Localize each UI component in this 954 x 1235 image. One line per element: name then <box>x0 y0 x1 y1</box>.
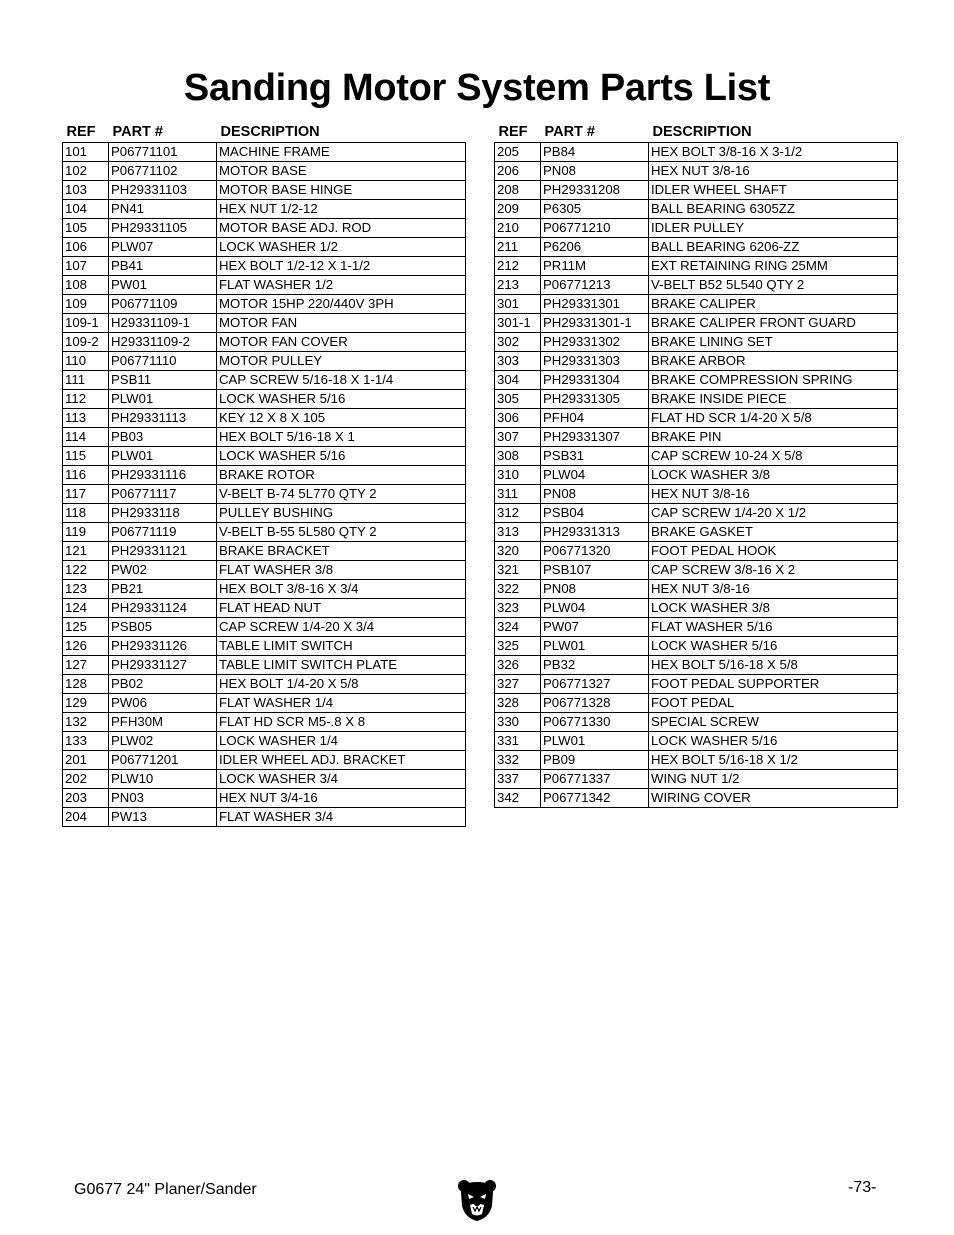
part-number-cell: P06771328 <box>541 694 649 713</box>
ref-cell: 122 <box>63 561 109 580</box>
ref-cell: 310 <box>495 466 541 485</box>
table-row <box>495 333 898 352</box>
table-row <box>495 656 898 675</box>
part-number-cell: PH29331126 <box>109 637 217 656</box>
ref-cell: 301 <box>495 295 541 314</box>
table-row <box>63 599 466 618</box>
part-number-cell: P06771210 <box>541 219 649 238</box>
table-row <box>495 770 898 789</box>
description-cell: MOTOR 15HP 220/440V 3PH <box>217 295 466 314</box>
part-number-cell: PLW04 <box>541 466 649 485</box>
part-number-cell: PN08 <box>541 580 649 599</box>
part-number-cell: PW02 <box>109 561 217 580</box>
table-row <box>63 276 466 295</box>
description-cell: HEX NUT 3/8-16 <box>649 485 898 504</box>
description-cell: KEY 12 X 8 X 105 <box>217 409 466 428</box>
table-row <box>63 542 466 561</box>
page-title: Sanding Motor System Parts List <box>183 67 771 109</box>
part-number-cell: PB03 <box>109 428 217 447</box>
table-row <box>495 314 898 333</box>
part-number-cell: PLW02 <box>109 732 217 751</box>
table-row <box>63 675 466 694</box>
part-number-cell: PH29331303 <box>541 352 649 371</box>
table-row <box>63 789 466 808</box>
table-row <box>495 409 898 428</box>
table-row <box>63 428 466 447</box>
part-number-cell: PH29331113 <box>109 409 217 428</box>
description-cell: IDLER WHEEL SHAFT <box>649 181 898 200</box>
description-cell: FOOT PEDAL SUPPORTER <box>649 675 898 694</box>
description-cell: HEX BOLT 3/8-16 X 3-1/2 <box>649 143 898 162</box>
table-row <box>63 162 466 181</box>
description-cell: CAP SCREW 1/4-20 X 3/4 <box>217 618 466 637</box>
description-cell: WIRING COVER <box>649 789 898 808</box>
ref-cell: 210 <box>495 219 541 238</box>
description-cell: V-BELT B-74 5L770 QTY 2 <box>217 485 466 504</box>
description-cell: LOCK WASHER 3/8 <box>649 599 898 618</box>
ref-cell: 117 <box>63 485 109 504</box>
part-number-cell: PB32 <box>541 656 649 675</box>
part-number-cell: P6305 <box>541 200 649 219</box>
table-row <box>63 751 466 770</box>
ref-cell: 303 <box>495 352 541 371</box>
part-number-cell: PH29331121 <box>109 542 217 561</box>
part-number-cell: PB02 <box>109 675 217 694</box>
ref-cell: 323 <box>495 599 541 618</box>
description-cell: CAP SCREW 3/8-16 X 2 <box>649 561 898 580</box>
description-cell: HEX BOLT 5/16-18 X 5/8 <box>649 656 898 675</box>
ref-cell: 118 <box>63 504 109 523</box>
part-number-cell: PSB107 <box>541 561 649 580</box>
ref-cell: 109-2 <box>63 333 109 352</box>
table-row <box>63 238 466 257</box>
ref-cell: 311 <box>495 485 541 504</box>
ref-cell: 342 <box>495 789 541 808</box>
ref-cell: 125 <box>63 618 109 637</box>
header-part: PART # <box>544 124 595 140</box>
table-row <box>495 523 898 542</box>
ref-cell: 103 <box>63 181 109 200</box>
ref-cell: 203 <box>63 789 109 808</box>
part-number-cell: P06771101 <box>109 143 217 162</box>
table-row <box>495 200 898 219</box>
ref-cell: 129 <box>63 694 109 713</box>
description-cell: TABLE LIMIT SWITCH PLATE <box>217 656 466 675</box>
part-number-cell: PFH04 <box>541 409 649 428</box>
part-number-cell: PB41 <box>109 257 217 276</box>
part-number-cell: PLW01 <box>541 732 649 751</box>
ref-cell: 109-1 <box>63 314 109 333</box>
ref-cell: 119 <box>63 523 109 542</box>
ref-cell: 116 <box>63 466 109 485</box>
header-ref: REF <box>66 124 96 140</box>
part-number-cell: PLW01 <box>541 637 649 656</box>
description-cell: LOCK WASHER 1/2 <box>217 238 466 257</box>
ref-cell: 121 <box>63 542 109 561</box>
header-part: PART # <box>112 124 163 140</box>
table-row <box>63 656 466 675</box>
part-number-cell: P06771213 <box>541 276 649 295</box>
ref-cell: 204 <box>63 808 109 827</box>
table-row <box>495 751 898 770</box>
table-row <box>495 713 898 732</box>
description-cell: BALL BEARING 6305ZZ <box>649 200 898 219</box>
ref-cell: 337 <box>495 770 541 789</box>
ref-cell: 108 <box>63 276 109 295</box>
description-cell: TABLE LIMIT SWITCH <box>217 637 466 656</box>
description-cell: MACHINE FRAME <box>217 143 466 162</box>
header-description: DESCRIPTION <box>652 124 752 140</box>
ref-cell: 106 <box>63 238 109 257</box>
table-row <box>63 200 466 219</box>
ref-cell: 128 <box>63 675 109 694</box>
description-cell: SPECIAL SCREW <box>649 713 898 732</box>
part-number-cell: P06771327 <box>541 675 649 694</box>
description-cell: LOCK WASHER 3/8 <box>649 466 898 485</box>
table-row <box>63 409 466 428</box>
part-number-cell: PH2933118 <box>109 504 217 523</box>
part-number-cell: P06771109 <box>109 295 217 314</box>
table-row <box>63 314 466 333</box>
ref-cell: 113 <box>63 409 109 428</box>
header-description: DESCRIPTION <box>220 124 320 140</box>
ref-cell: 320 <box>495 542 541 561</box>
part-number-cell: PLW07 <box>109 238 217 257</box>
ref-cell: 302 <box>495 333 541 352</box>
table-row <box>63 485 466 504</box>
table-row <box>495 466 898 485</box>
ref-cell: 306 <box>495 409 541 428</box>
table-row <box>495 162 898 181</box>
table-row <box>63 637 466 656</box>
table-row <box>495 428 898 447</box>
table-row <box>63 580 466 599</box>
ref-cell: 133 <box>63 732 109 751</box>
table-row <box>495 181 898 200</box>
ref-cell: 205 <box>495 143 541 162</box>
ref-cell: 328 <box>495 694 541 713</box>
ref-cell: 326 <box>495 656 541 675</box>
description-cell: LOCK WASHER 5/16 <box>217 390 466 409</box>
ref-cell: 132 <box>63 713 109 732</box>
ref-cell: 327 <box>495 675 541 694</box>
description-cell: HEX NUT 3/4-16 <box>217 789 466 808</box>
part-number-cell: PH29331127 <box>109 656 217 675</box>
part-number-cell: PFH30M <box>109 713 217 732</box>
ref-cell: 206 <box>495 162 541 181</box>
ref-cell: 322 <box>495 580 541 599</box>
table-header-row <box>495 120 898 143</box>
part-number-cell: P06771110 <box>109 352 217 371</box>
ref-cell: 110 <box>63 352 109 371</box>
ref-cell: 124 <box>63 599 109 618</box>
ref-cell: 212 <box>495 257 541 276</box>
part-number-cell: PH29331304 <box>541 371 649 390</box>
footer-model: G0677 24" Planer/Sander <box>74 1181 257 1198</box>
ref-cell: 127 <box>63 656 109 675</box>
part-number-cell: PN41 <box>109 200 217 219</box>
part-number-cell: PLW01 <box>109 390 217 409</box>
description-cell: BRAKE COMPRESSION SPRING <box>649 371 898 390</box>
part-number-cell: PN08 <box>541 485 649 504</box>
table-row <box>63 257 466 276</box>
part-number-cell: PLW04 <box>541 599 649 618</box>
description-cell: FLAT HEAD NUT <box>217 599 466 618</box>
table-row <box>63 143 466 162</box>
ref-cell: 209 <box>495 200 541 219</box>
page-number: -73- <box>848 1179 877 1196</box>
table-row <box>495 789 898 808</box>
table-row <box>495 732 898 751</box>
ref-cell: 325 <box>495 637 541 656</box>
table-row <box>63 466 466 485</box>
part-number-cell: PH29331307 <box>541 428 649 447</box>
description-cell: LOCK WASHER 5/16 <box>217 447 466 466</box>
ref-cell: 321 <box>495 561 541 580</box>
description-cell: BRAKE ARBOR <box>649 352 898 371</box>
ref-cell: 307 <box>495 428 541 447</box>
description-cell: FLAT WASHER 1/4 <box>217 694 466 713</box>
ref-cell: 109 <box>63 295 109 314</box>
part-number-cell: PSB05 <box>109 618 217 637</box>
ref-cell: 301-1 <box>495 314 541 333</box>
header-ref: REF <box>498 124 528 140</box>
ref-cell: 332 <box>495 751 541 770</box>
description-cell: FLAT WASHER 1/2 <box>217 276 466 295</box>
ref-cell: 304 <box>495 371 541 390</box>
ref-cell: 115 <box>63 447 109 466</box>
ref-cell: 114 <box>63 428 109 447</box>
ref-cell: 111 <box>63 371 109 390</box>
table-row <box>495 542 898 561</box>
table-row <box>495 618 898 637</box>
ref-cell: 312 <box>495 504 541 523</box>
description-cell: CAP SCREW 10-24 X 5/8 <box>649 447 898 466</box>
part-number-cell: PN03 <box>109 789 217 808</box>
table-row <box>495 485 898 504</box>
part-number-cell: PH29331302 <box>541 333 649 352</box>
ref-cell: 112 <box>63 390 109 409</box>
part-number-cell: P06771330 <box>541 713 649 732</box>
table-row <box>495 599 898 618</box>
table-row <box>63 295 466 314</box>
ref-cell: 305 <box>495 390 541 409</box>
ref-cell: 102 <box>63 162 109 181</box>
description-cell: HEX NUT 1/2-12 <box>217 200 466 219</box>
part-number-cell: PW07 <box>541 618 649 637</box>
part-number-cell: PSB31 <box>541 447 649 466</box>
description-cell: LOCK WASHER 1/4 <box>217 732 466 751</box>
table-row <box>63 181 466 200</box>
description-cell: CAP SCREW 5/16-18 X 1-1/4 <box>217 371 466 390</box>
part-number-cell: PH29331305 <box>541 390 649 409</box>
description-cell: BRAKE INSIDE PIECE <box>649 390 898 409</box>
ref-cell: 331 <box>495 732 541 751</box>
description-cell: FLAT WASHER 5/16 <box>649 618 898 637</box>
description-cell: MOTOR BASE HINGE <box>217 181 466 200</box>
table-row <box>63 504 466 523</box>
part-number-cell: PW13 <box>109 808 217 827</box>
description-cell: LOCK WASHER 5/16 <box>649 732 898 751</box>
description-cell: V-BELT B-55 5L580 QTY 2 <box>217 523 466 542</box>
ref-cell: 202 <box>63 770 109 789</box>
table-row <box>495 561 898 580</box>
description-cell: BRAKE BRACKET <box>217 542 466 561</box>
part-number-cell: P06771117 <box>109 485 217 504</box>
table-row <box>63 770 466 789</box>
description-cell: WING NUT 1/2 <box>649 770 898 789</box>
table-row <box>63 219 466 238</box>
part-number-cell: PH29331103 <box>109 181 217 200</box>
table-row <box>495 219 898 238</box>
description-cell: FLAT WASHER 3/4 <box>217 808 466 827</box>
ref-cell: 201 <box>63 751 109 770</box>
description-cell: FLAT WASHER 3/8 <box>217 561 466 580</box>
part-number-cell: PB09 <box>541 751 649 770</box>
table-row <box>495 694 898 713</box>
table-row <box>495 504 898 523</box>
part-number-cell: PH29331208 <box>541 181 649 200</box>
description-cell: BRAKE CALIPER <box>649 295 898 314</box>
table-header-row <box>63 120 466 143</box>
part-number-cell: PW06 <box>109 694 217 713</box>
part-number-cell: P06771119 <box>109 523 217 542</box>
part-number-cell: PH29331105 <box>109 219 217 238</box>
ref-cell: 105 <box>63 219 109 238</box>
description-cell: IDLER WHEEL ADJ. BRACKET <box>217 751 466 770</box>
part-number-cell: H29331109-1 <box>109 314 217 333</box>
table-row <box>63 333 466 352</box>
ref-cell: 313 <box>495 523 541 542</box>
description-cell: HEX BOLT 5/16-18 X 1/2 <box>649 751 898 770</box>
description-cell: BRAKE PIN <box>649 428 898 447</box>
description-cell: HEX BOLT 5/16-18 X 1 <box>217 428 466 447</box>
description-cell: MOTOR PULLEY <box>217 352 466 371</box>
description-cell: BALL BEARING 6206-ZZ <box>649 238 898 257</box>
description-cell: HEX BOLT 1/2-12 X 1-1/2 <box>217 257 466 276</box>
part-number-cell: PSB11 <box>109 371 217 390</box>
description-cell: BRAKE ROTOR <box>217 466 466 485</box>
part-number-cell: PW01 <box>109 276 217 295</box>
description-cell: MOTOR BASE <box>217 162 466 181</box>
description-cell: V-BELT B52 5L540 QTY 2 <box>649 276 898 295</box>
part-number-cell: PSB04 <box>541 504 649 523</box>
part-number-cell: P06771320 <box>541 542 649 561</box>
part-number-cell: PLW01 <box>109 447 217 466</box>
description-cell: BRAKE LINING SET <box>649 333 898 352</box>
table-row <box>495 675 898 694</box>
ref-cell: 213 <box>495 276 541 295</box>
part-number-cell: PH29331301-1 <box>541 314 649 333</box>
description-cell: IDLER PULLEY <box>649 219 898 238</box>
part-number-cell: P06771337 <box>541 770 649 789</box>
part-number-cell: P06771201 <box>109 751 217 770</box>
part-number-cell: PH29331124 <box>109 599 217 618</box>
table-row <box>63 371 466 390</box>
description-cell: FOOT PEDAL <box>649 694 898 713</box>
ref-cell: 324 <box>495 618 541 637</box>
part-number-cell: P6206 <box>541 238 649 257</box>
part-number-cell: PH29331301 <box>541 295 649 314</box>
parts-table-right <box>494 120 898 808</box>
table-row <box>495 352 898 371</box>
table-row <box>63 523 466 542</box>
part-number-cell: H29331109-2 <box>109 333 217 352</box>
description-cell: BRAKE GASKET <box>649 523 898 542</box>
description-cell: LOCK WASHER 3/4 <box>217 770 466 789</box>
table-row <box>63 561 466 580</box>
table-row <box>495 238 898 257</box>
table-row <box>495 295 898 314</box>
description-cell: LOCK WASHER 5/16 <box>649 637 898 656</box>
ref-cell: 123 <box>63 580 109 599</box>
ref-cell: 126 <box>63 637 109 656</box>
part-number-cell: P06771102 <box>109 162 217 181</box>
bear-head-icon <box>457 1178 497 1222</box>
table-row <box>63 390 466 409</box>
description-cell: MOTOR FAN COVER <box>217 333 466 352</box>
table-row <box>63 808 466 827</box>
description-cell: PULLEY BUSHING <box>217 504 466 523</box>
ref-cell: 208 <box>495 181 541 200</box>
table-row <box>63 732 466 751</box>
ref-cell: 211 <box>495 238 541 257</box>
table-row <box>495 143 898 162</box>
table-row <box>495 390 898 409</box>
description-cell: BRAKE CALIPER FRONT GUARD <box>649 314 898 333</box>
table-row <box>63 352 466 371</box>
description-cell: HEX BOLT 1/4-20 X 5/8 <box>217 675 466 694</box>
table-row <box>63 694 466 713</box>
part-number-cell: PB84 <box>541 143 649 162</box>
table-row <box>495 276 898 295</box>
part-number-cell: PB21 <box>109 580 217 599</box>
part-number-cell: P06771342 <box>541 789 649 808</box>
part-number-cell: PN08 <box>541 162 649 181</box>
ref-cell: 308 <box>495 447 541 466</box>
description-cell: MOTOR BASE ADJ. ROD <box>217 219 466 238</box>
table-row <box>495 580 898 599</box>
part-number-cell: PLW10 <box>109 770 217 789</box>
ref-cell: 107 <box>63 257 109 276</box>
table-row <box>63 713 466 732</box>
description-cell: FLAT HD SCR 1/4-20 X 5/8 <box>649 409 898 428</box>
parts-table-left <box>62 120 466 827</box>
table-row <box>63 618 466 637</box>
table-row <box>495 257 898 276</box>
table-row <box>495 371 898 390</box>
description-cell: HEX NUT 3/8-16 <box>649 162 898 181</box>
table-row <box>495 637 898 656</box>
part-number-cell: PH29331116 <box>109 466 217 485</box>
ref-cell: 104 <box>63 200 109 219</box>
description-cell: CAP SCREW 1/4-20 X 1/2 <box>649 504 898 523</box>
description-cell: FLAT HD SCR M5-.8 X 8 <box>217 713 466 732</box>
table-row <box>63 447 466 466</box>
description-cell: HEX NUT 3/8-16 <box>649 580 898 599</box>
description-cell: HEX BOLT 3/8-16 X 3/4 <box>217 580 466 599</box>
part-number-cell: PH29331313 <box>541 523 649 542</box>
ref-cell: 330 <box>495 713 541 732</box>
description-cell: EXT RETAINING RING 25MM <box>649 257 898 276</box>
table-row <box>495 447 898 466</box>
description-cell: FOOT PEDAL HOOK <box>649 542 898 561</box>
part-number-cell: PR11M <box>541 257 649 276</box>
ref-cell: 101 <box>63 143 109 162</box>
description-cell: MOTOR FAN <box>217 314 466 333</box>
